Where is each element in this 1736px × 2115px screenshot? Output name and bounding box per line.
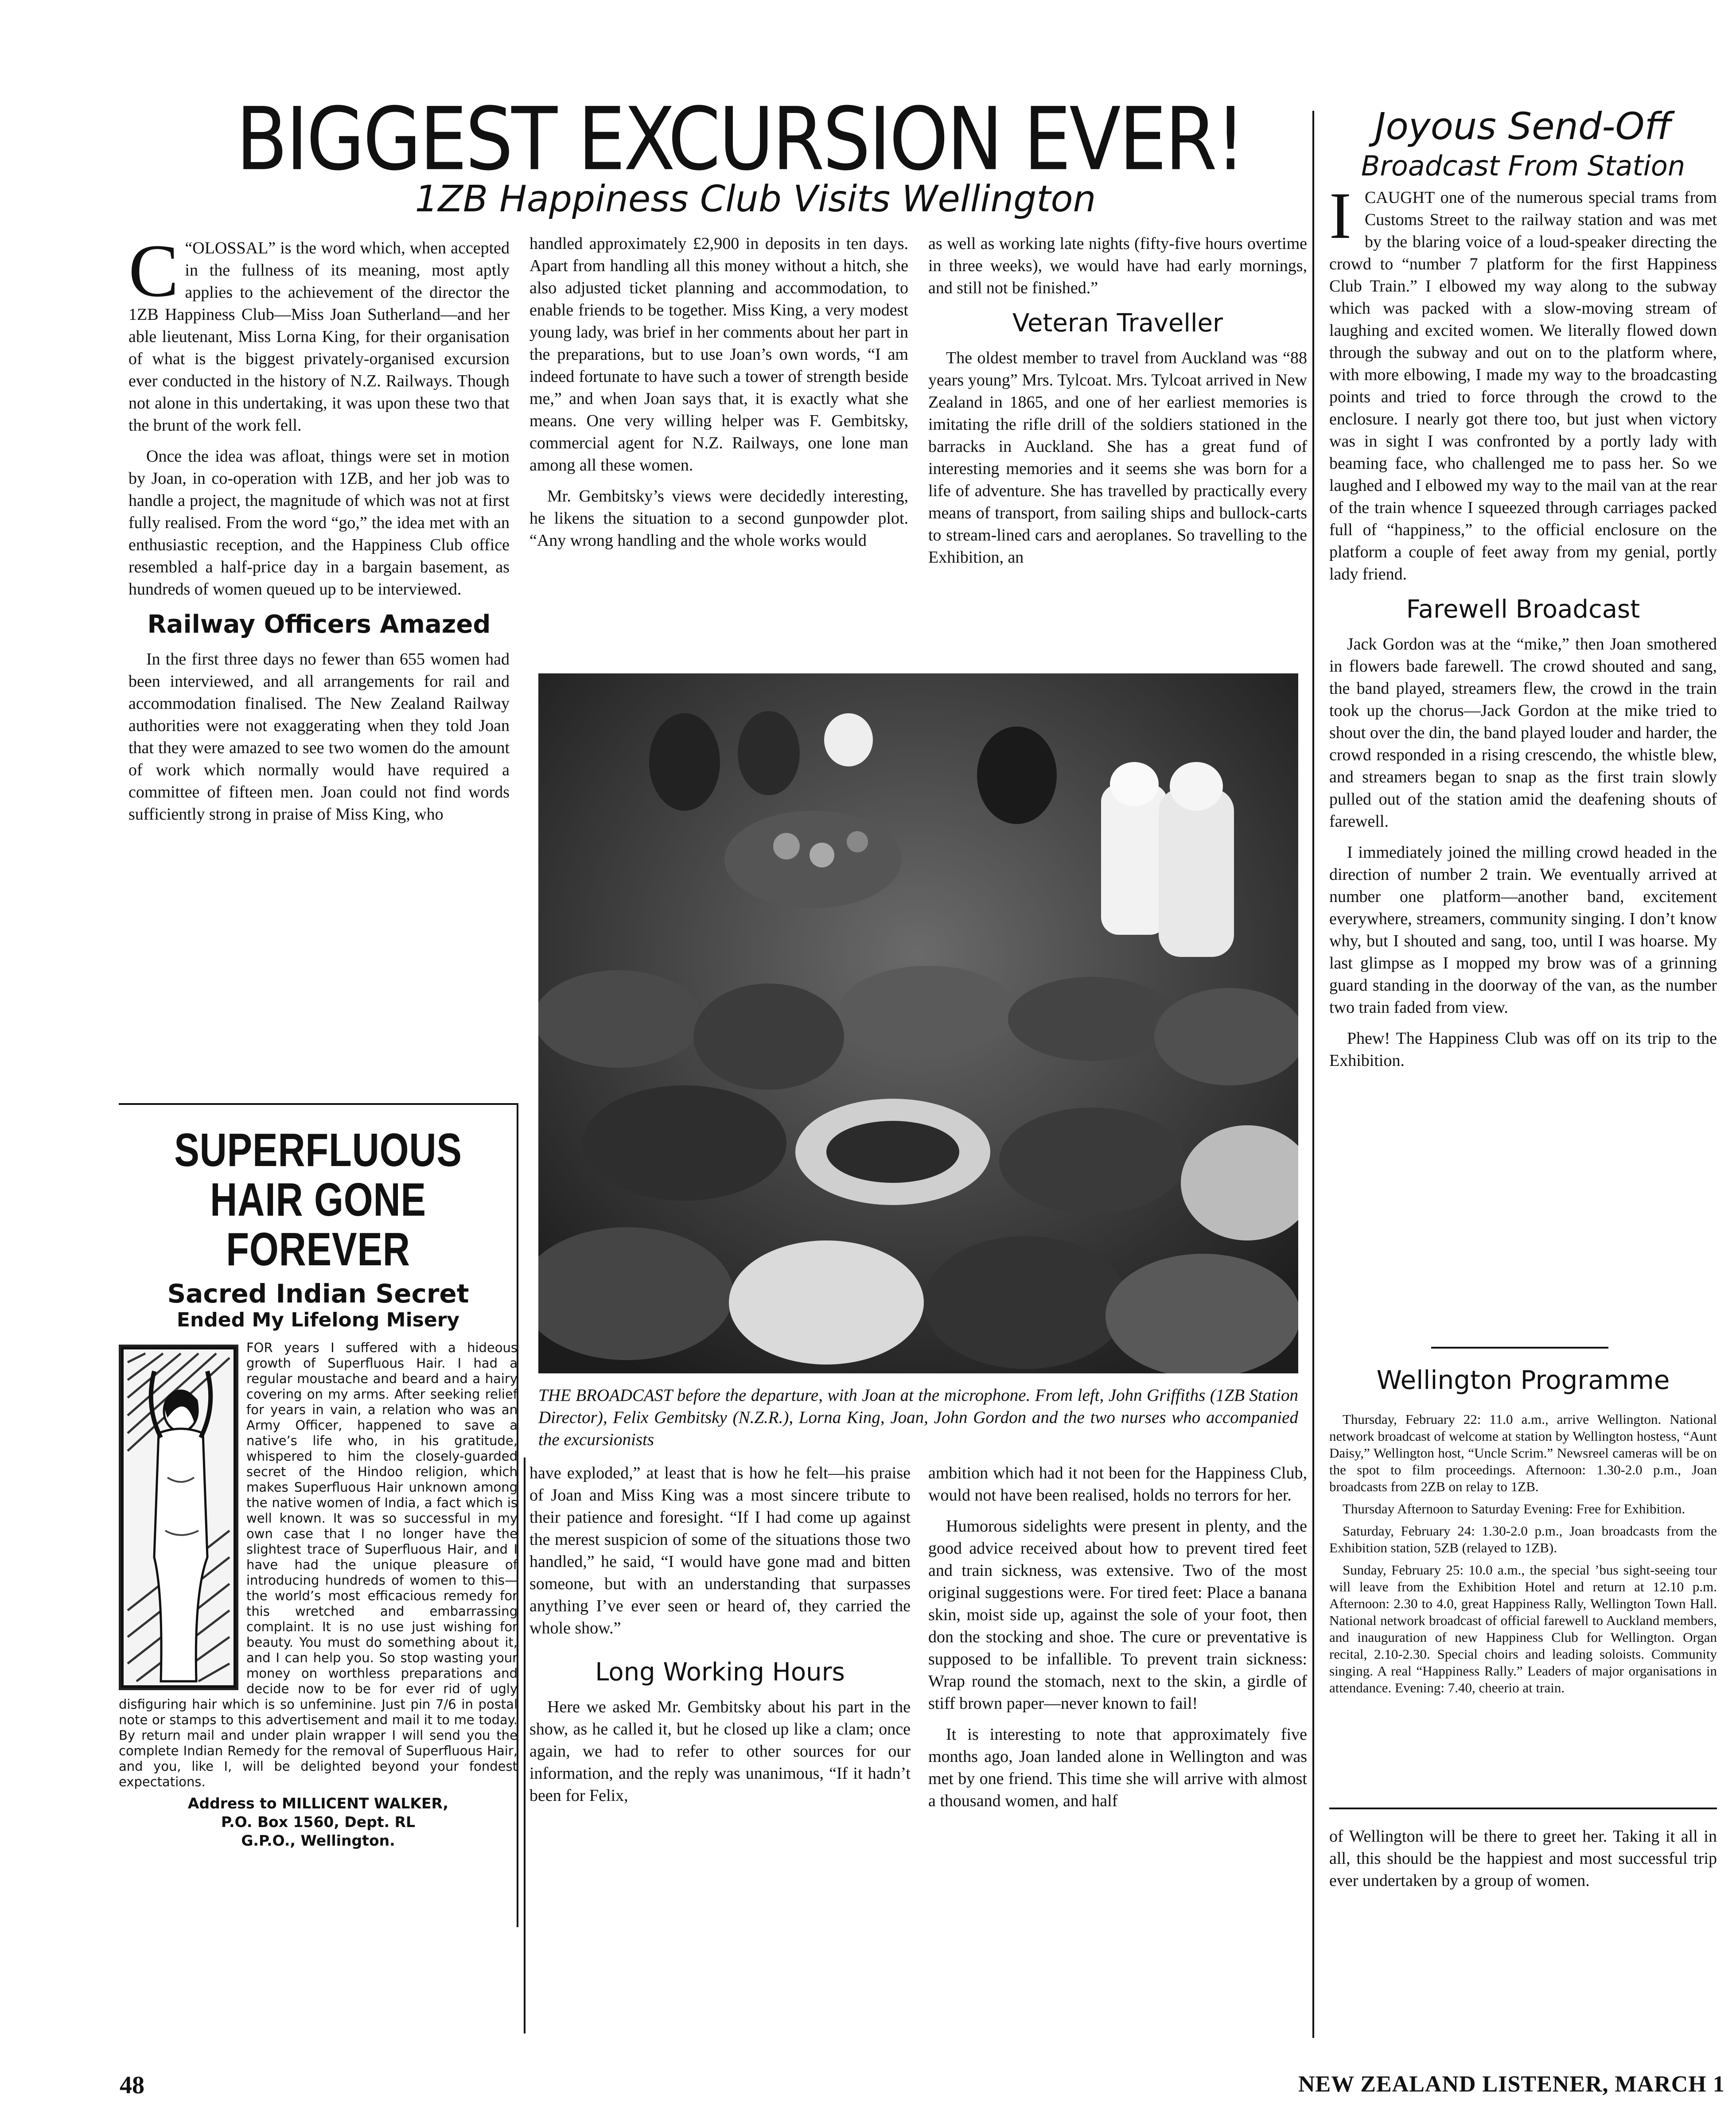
article-paragraph: have exploded,” at least that is how he felt—his praise of Joan and Miss King was a most sincere tribute to their patience and foresight. “If I had come up against the merest suspicion of some of the situations those two handled,” he said, “I would have gone mad and bitten someone, but with an understanding that surpasses anything I’ve ever seen or heard of, they carried the whole show.”: [529, 1464, 911, 1637]
article-column-lower-2: [928, 1462, 1307, 1821]
crowd-photo-illustration: [538, 673, 1298, 1373]
sidebar-title: Joyous Send-Off: [1374, 105, 1672, 148]
article-paragraph: Humorous sidelights were present in plenty, and the good advice received about how to prevent tired feet and train sickness, was extensive. Two of the most original suggestions were. For tired feet: Place a banana skin, moist side up, against the sole of your foot, then don the stocking and shoe. The cure or preventative is supposed to be infallible. To prevent train sickness: Wrap round the stomach, next to the skin, a girdle of stiff brown paper—never known to fail!: [928, 1517, 1307, 1713]
section-heading: Long Working Hours: [595, 1658, 845, 1687]
sidebar-subtitle: Broadcast From Station: [1361, 150, 1685, 182]
publication-masthead: NEW ZEALAND LISTENER, MARCH 1: [1298, 2072, 1725, 2097]
photo-caption: THE BROADCAST before the departure, with Joan at the microphone. From left, John Griffiths (1ZB Station Director), Felix Gembitsky (N.Z.R.), Lorna King, Joan, John Gordon and the two nurses who accompanied the excursionists: [538, 1386, 1298, 1449]
page-subheadline: 1ZB Happiness Club Visits Wellington: [415, 178, 1096, 220]
article-column-lower-3: [1329, 1825, 1717, 1901]
article-paragraph: I immediately joined the milling crowd headed in the direction of number 2 train. We eventually arrived at number one platform—another band, excitement everywhere, streamers, community singing. I don’t know why, but I shouted and sang, too, until I was hoarse. My last glimpse as I mopped my brow was of a grinning guard standing in the doorway of the van, as the number two train faded from view.: [1329, 843, 1717, 1017]
ad-headline: SUPERFLUOUS HAIR GONE FOREVER: [174, 1124, 462, 1275]
programme-heading: Wellington Programme: [1376, 1365, 1670, 1395]
ad-tagline: Ended My Lifelong Misery: [176, 1309, 460, 1331]
programme-item: Sunday, February 25: 10.0 a.m., the special ’bus sight-seeing tour will leave from the Exhibition Hotel and return at 12.10 p.m. Afternoon: 2.30 to 4.0, great Happiness Rally, Wellington Town Hall. National network broadcast of official farewell to Auckland members, and inauguration of new Happiness Club for Wellington. Organ recital, 2.10-2.30. Special choirs and leading soloists. Community singing. A real “Happiness Rally.” Leaders of major organisations in attendance. Evening: 7.40, cheerio at train.: [1329, 1562, 1717, 1695]
superfluous-hair-advertisement: [119, 1108, 518, 1923]
ad-address-line: G.P.O., Wellington.: [241, 1832, 395, 1849]
ad-rule-top: [119, 1103, 518, 1105]
article-paragraph: as well as working late nights (fifty-five hours overtime in three weeks), we would have had early mornings, and still not be finished.”: [928, 234, 1307, 297]
programme-rule-bottom: [1329, 1808, 1717, 1809]
article-paragraph: C “OLOSSAL” is the word which, when accepted in the fullness of its meaning, most aptly applies to the achievement of the director the 1ZB Happiness Club—Miss Joan Sutherland—and her able lieutenant, Miss Lorna King, for their organisation of what is the biggest privately-organised excursion ever conducted in the history of N.Z. Railways. Though not alone in this undertaking, it was upon these two that the brunt of the work fell.: [128, 229, 510, 435]
article-paragraph: Here we asked Mr. Gembitsky about his part in the show, as he called it, but he closed up like a clam; once again, we had to refer to other sources for our information, and the reply was unanimous, “If it hadn’t been for Felix,: [529, 1698, 911, 1805]
section-heading: Veteran Traveller: [1012, 309, 1223, 338]
ad-address-line: P.O. Box 1560, Dept. RL: [221, 1813, 416, 1831]
section-heading: Farewell Broadcast: [1406, 595, 1640, 624]
ad-body-text: FOR years I suffered with a hideous growth of Superfluous Hair. I had a regular moustache and beard and a hairy covering on my arms. After seeking relief for years in vain, a relation who was an Army Officer, happened to save a native’s life who, in his gratitude, whispered to him the closely-guarded secret of the Hindoo religion, which makes Superfluous Hair unknown among the native women of India, a fact which is well known. It was so successful in my own case that I no longer have the slightest trace of Superfluous Hair, and I have had the unique pleasure of introducing hundreds of women to this—the world’s most efficacious remedy for this wretched and embarrassing complaint. It is no use just wishing for beauty. You must do something about it, and I can help you. So stop wasting your money on worthless preparations and decide now to be for ever rid of ugly disfiguring hair which is so unfeminine. Just pin 7/6 in postal note or stamps to this advertisement and mail it to me today. By return mail and under plain wrapper I will send you the complete Indian Remedy for the removal of Superfluous Hair, and you, like I, will be delighted beyond your fondest expectations.: [119, 1340, 518, 1789]
sidebar-article: [1329, 104, 1717, 1081]
article-column-2: [529, 233, 908, 560]
ad-address-line: Address to MILLICENT WALKER,: [187, 1795, 449, 1812]
woman-figure-illustration: [119, 1345, 238, 1690]
broadcast-photo: [538, 673, 1298, 1373]
article-paragraph: of Wellington will be there to greet her. Taking it all in all, this should be the happiest and most successful trip ever undertaken by a group of women.: [1329, 1827, 1717, 1890]
programme-item: Saturday, February 24: 1.30-2.0 p.m., Joan broadcasts from the Exhibition station, 5ZB (relayed to 1ZB).: [1329, 1523, 1717, 1555]
page-number: 48: [120, 2072, 144, 2099]
article-paragraph: Once the idea was afloat, things were set in motion by Joan, in co-operation with 1ZB, and her job was to handle a project, the magnitude of which was not at first fully realised. From the word “go,” the idea met with an enthusiastic reception, and the Happiness Club office resembled a half-price day in a bargain basement, as hundreds of women queued up to be interviewed.: [128, 447, 510, 599]
programme-rule-top: [1431, 1347, 1608, 1349]
page-headline: BIGGEST EXCURSION EVER!: [236, 89, 1244, 190]
article-paragraph: It is interesting to note that approximately five months ago, Joan landed alone in Wellington and was met by one friend. This time she will arrive with almost a thousand women, and half: [928, 1725, 1307, 1810]
article-paragraph: ambition which had it not been for the Happiness Club, would not have been realised, holds no terrors for her.: [928, 1464, 1307, 1505]
article-paragraph: ICAUGHT one of the numerous special trams from Customs Street to the railway station and was met by the blaring voice of a loud-speaker directing the crowd to “number 7 platform for the first Happiness Club Train.” I elbowed my way along to the subway which was packed with a slow-moving stream of laughing and excited women. We literally flowed down through the subway and out on to the platform where, with more elbowing, I made my way to the broadcasting points and tried to force through the crowd to the enclosure. I nearly got there too, but just when victory was in sight I was confronted by a portly lady with beaming face, who challenged me to pass her. So we laughed and I elbowed my way to the mail van at the rear of the train whence I squeezed through carriages packed full of “happiness,” to the official enclosure on the platform a couple of feet away from my genial, portly lady friend.: [1329, 179, 1717, 583]
section-heading: Railway Officers Amazed: [147, 610, 491, 639]
article-paragraph: Jack Gordon was at the “mike,” then Joan smothered in flowers bade farewell. The crowd shouted and sang, the band played, streamers flew, the crowd in the train took up the chorus—Jack Gordon at the mike tried to shout over the din, the band played louder and harder, the crowd responded in a rising crescendo, the whistle blew, and streamers began to snap as the first train slowly pulled out of the station amid the deafening shouts of farewell.: [1329, 635, 1717, 831]
drop-cap: I: [1329, 179, 1351, 253]
programme-list: [1329, 1411, 1717, 1702]
article-column-1: [128, 229, 510, 834]
article-paragraph: Mr. Gembitsky’s views were decidedly interesting, he likens the situation to a second gunpowder plot. “Any wrong handling and the whole works would: [529, 487, 908, 550]
programme-item: Thursday Afternoon to Saturday Evening: Free for Exhibition.: [1343, 1501, 1685, 1516]
article-paragraph: In the first three days no fewer than 655 women had been interviewed, and all arrangements for rail and accommodation finalised. The New Zealand Railway authorities were not exaggerating when they told Joan that they were amazed to see two women do the amount of work which normally would have required a committee of fifteen men. Joan could not find words sufficiently strong in praise of Miss King, who: [128, 650, 510, 824]
column-divider: [524, 1458, 525, 2033]
article-paragraph: Phew! The Happiness Club was off on its trip to the Exhibition.: [1329, 1029, 1717, 1070]
programme-item: Thursday, February 22: 11.0 a.m., arrive Wellington. National network broadcast of welcome at station by Wellington hostess, “Aunt Daisy,” Wellington host, “Uncle Scrim.” Newsreel cameras will be on the spot to film proceedings. Afternoon: 1.30-2.0 p.m., Joan broadcasts from 2ZB on relay to 1ZB.: [1329, 1411, 1717, 1494]
article-paragraph: handled approximately £2,900 in deposits in ten days. Apart from handling all this money without a hitch, she also adjusted ticket planning and accommodation, to enable friends to be together. Miss King, a very modest young lady, was brief in her comments about her part in the preparations, but to use Joan’s own words, “I am indeed fortunate to have such a tower of strength beside me,” and when Joan says that, it is exactly what she means. One very willing helper was F. Gembitsky, commercial agent for N.Z. Railways, one lone man among all these women.: [529, 234, 908, 474]
article-column-3: [928, 233, 1307, 577]
column-divider: [1312, 111, 1314, 2038]
ad-subheadline: Sacred Indian Secret: [167, 1279, 469, 1309]
article-column-lower-1: [529, 1462, 911, 1816]
article-paragraph: The oldest member to travel from Auckland was “88 years young” Mrs. Tylcoat. Mrs. Tylcoat arrived in New Zealand in 1865, and one of her earliest memories is imitating the rifle drill of the soldiers stationed in the barracks in Auckland. She has a great fund of interesting memories and it seems she was born for a life of adventure. She has travelled by practically every means of transport, from sailing ships and bullock-carts to stream-lined cars and aeroplanes. So travelling to the Exhibition, an: [928, 349, 1307, 567]
drop-cap: C: [128, 229, 179, 312]
ad-address: [119, 1794, 518, 1850]
